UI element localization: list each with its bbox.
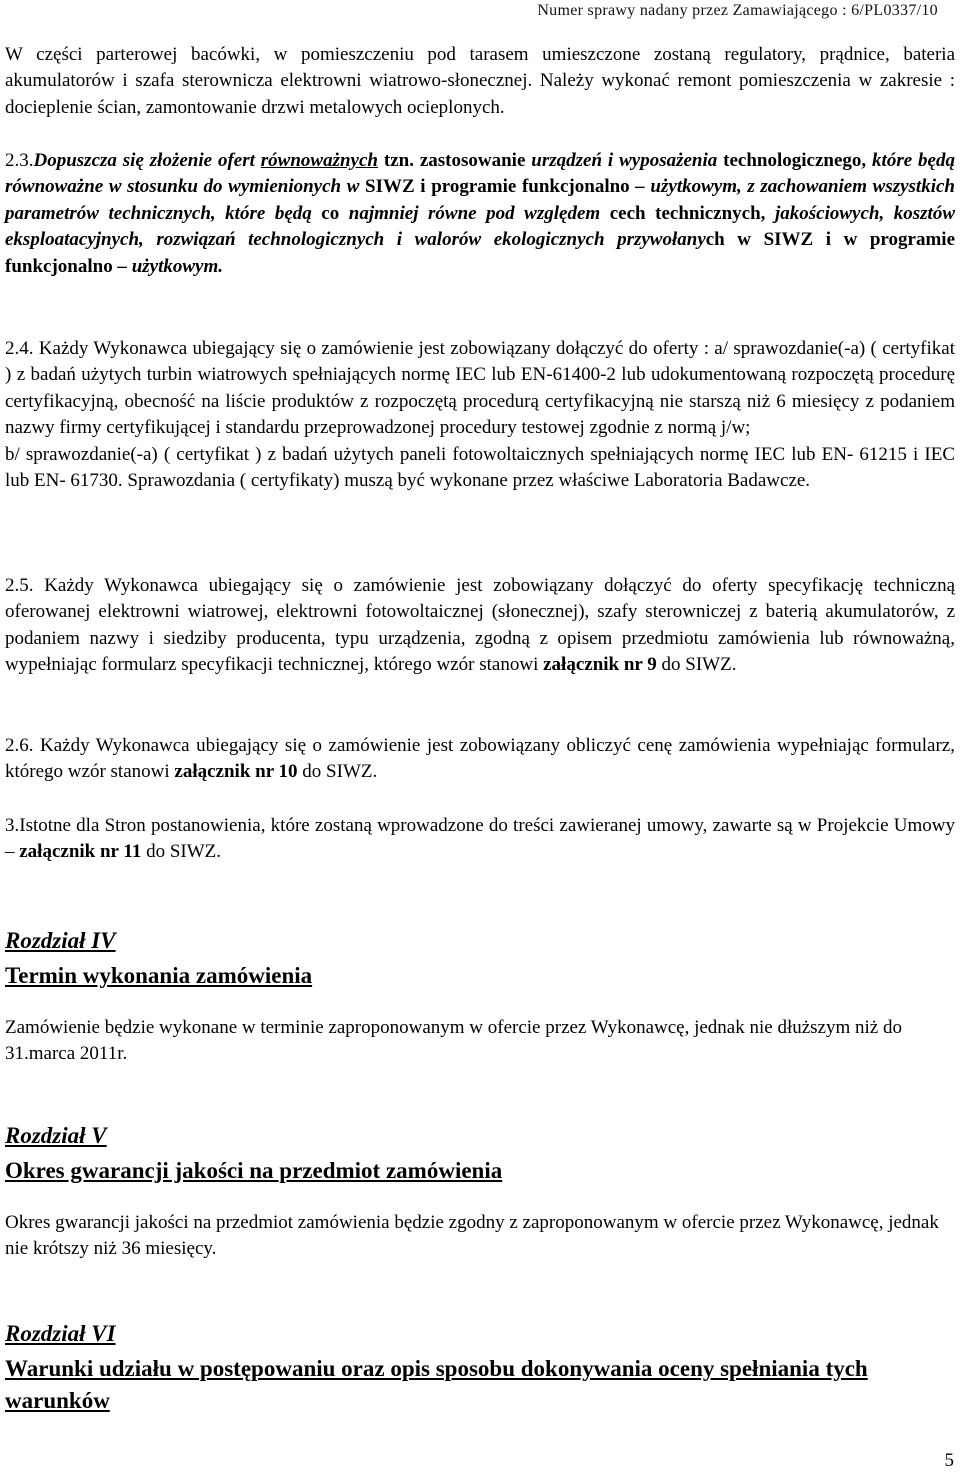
section-2-3-text-5: SIWZ i programie funkcjonalno (359, 176, 636, 198)
section-3 (5, 813, 955, 866)
section-2-3-text-1: zastosowanie (413, 150, 532, 171)
section-2-3-text-11: ch w SIWZ i w programie funkcjonalno (5, 229, 955, 277)
section-2-3-text-6: – użytkowym, z zachowaniem wszystkich parametrów technicznych, które będą (5, 176, 955, 224)
section-2-3-lead-underlined: równoważnych (260, 150, 378, 171)
section-2-4-number: 2.4. (5, 338, 34, 359)
section-2-3-lead: Dopuszcza się złożenie ofert (33, 150, 261, 171)
section-2-4-text: Każdy Wykonawca ubiegający się o zamówienie jest zobowiązany dołączyć do oferty : a/ sprawozdanie(-a) ( certyfikat ) z badań użytych turbin wiatrowych spełniających normę IEC lub EN-61400-2 lub udokumentowaną rozpoczętą procedurę certyfikacyjną, obecność na liście produktów z rozpoczętą procedurą certyfikacyjną nie starszą niż 6 miesięcy z podaniem nazwy firmy certyfikującej i standardu przeprowadzonej procedury testowej zgodnie z normą j/w; (5, 338, 955, 439)
section-2-3-number: 2.3. (5, 150, 34, 171)
section-3-text: 3.Istotne dla Stron postanowienia, które zostaną wprowadzone do treści zawieranej umowy, zawarte są w Projekcie Umowy – (5, 815, 955, 863)
case-number-header: Numer sprawy nadany przez Zamawiającego : 6/PL0337/10 (537, 2, 938, 19)
section-2-3-tzn: tzn. (377, 150, 414, 171)
chapter-v-title: Okres gwarancji jakości na przedmiot zamówienia (5, 1158, 503, 1183)
section-3-tail: do SIWZ. (141, 841, 222, 863)
chapter-v-body: Okres gwarancji jakości na przedmiot zamówienia będzie zgodny z zaproponowanym w ofercie przez Wykonawcę, jednak nie krótszy niż 36 miesięcy. (5, 1212, 939, 1260)
chapter-iv-label: Rozdział IV (5, 928, 116, 953)
section-2-6-tail: do SIWZ. (297, 761, 378, 783)
section-2-5 (5, 573, 955, 679)
attachment-10-ref: załącznik nr 10 (174, 761, 298, 783)
chapter-vi-label: Rozdział VI (5, 1321, 116, 1346)
section-2-4 (5, 336, 955, 494)
section-2-3 (5, 148, 955, 280)
chapter-iv-title: Termin wykonania zamówienia (5, 963, 313, 988)
section-2-5-tail: do SIWZ. (656, 654, 737, 676)
section-2-5-number: 2.5. (5, 575, 34, 596)
section-2-4-text-b: b/ sprawozdanie(-a) ( certyfikat ) z badań użytych paneli fotowoltaicznych spełniających normę IEC lub EN- 61215 i IEC lub EN- 61730. Sprawozdania ( certyfikaty) muszą być wykonane przez właściwe Laboratoria Badawcze. (5, 443, 955, 492)
chapter-vi-title: Warunki udziału w postępowaniu oraz opis sposobu dokonywania oceny spełniania tych warunków (5, 1356, 868, 1413)
page-number: 5 (944, 1450, 954, 1471)
attachment-11-ref: załącznik nr 11 (19, 841, 142, 863)
section-2-6-number: 2.6. (5, 735, 34, 756)
attachment-9-ref: załącznik nr 9 (543, 654, 657, 676)
section-2-6-text: Każdy Wykonawca ubiegający się o zamówienie jest zobowiązany obliczyć cenę zamówienia wypełniając formularz, którego wzór stanowi (5, 735, 955, 783)
section-2-6 (5, 733, 955, 786)
chapter-v-label: Rozdział V (5, 1123, 107, 1148)
intro-paragraph: W części parterowej bacówki, w pomieszczeniu pod tarasem umieszczone zostaną regulatory, prądnice, bateria akumulatorów i szafa sterownicza elektrowni wiatrowo-słonecznej. Należy wykonać remont pomieszczenia w zakresie : docieplenie ścian, zamontowanie drzwi metalowych ocieplonych. (5, 44, 955, 118)
chapter-iv-body: Zamówienie będzie wykonane w terminie zaproponowanym w ofercie przez Wykonawcę, jednak nie dłuższym niż do 31.marca 2011r. (5, 1017, 902, 1065)
section-2-3-text-9: cech technicznych, (600, 202, 775, 224)
section-2-3-text-10: jakościowych, kosztów eksploatacyjnych, rozwiązań technologicznych i walorów ekologicznych przywołany (5, 202, 955, 251)
section-2-3-text-2: urządzeń i wyposażenia (531, 150, 718, 171)
section-2-5-text: Każdy Wykonawca ubiegający się o zamówienie jest zobowiązany dołączyć do oferty specyfikację techniczną oferowanej elektrowni wiatrowej, elektrowni fotowoltaicznej (słonecznej), szafy sterowniczej z baterią akumulatorów, z podaniem nazwy i siedziby producenta, typu urządzenia, zgodną z opisem przedmiotu zamówienia lub równoważną, wypełniając formularz specyfikacji technicznej, którego wzór stanowi (5, 575, 955, 676)
section-2-3-text-7: co (311, 202, 349, 224)
section-2-3-text-3: technologicznego, (717, 150, 873, 171)
section-2-3-text-8: najmniej równe pod względem (348, 202, 601, 224)
section-2-3-text-4: które będą równoważne w stosunku do wymienionych w (5, 150, 955, 198)
section-2-3-text-12: – użytkowym. (117, 255, 224, 277)
